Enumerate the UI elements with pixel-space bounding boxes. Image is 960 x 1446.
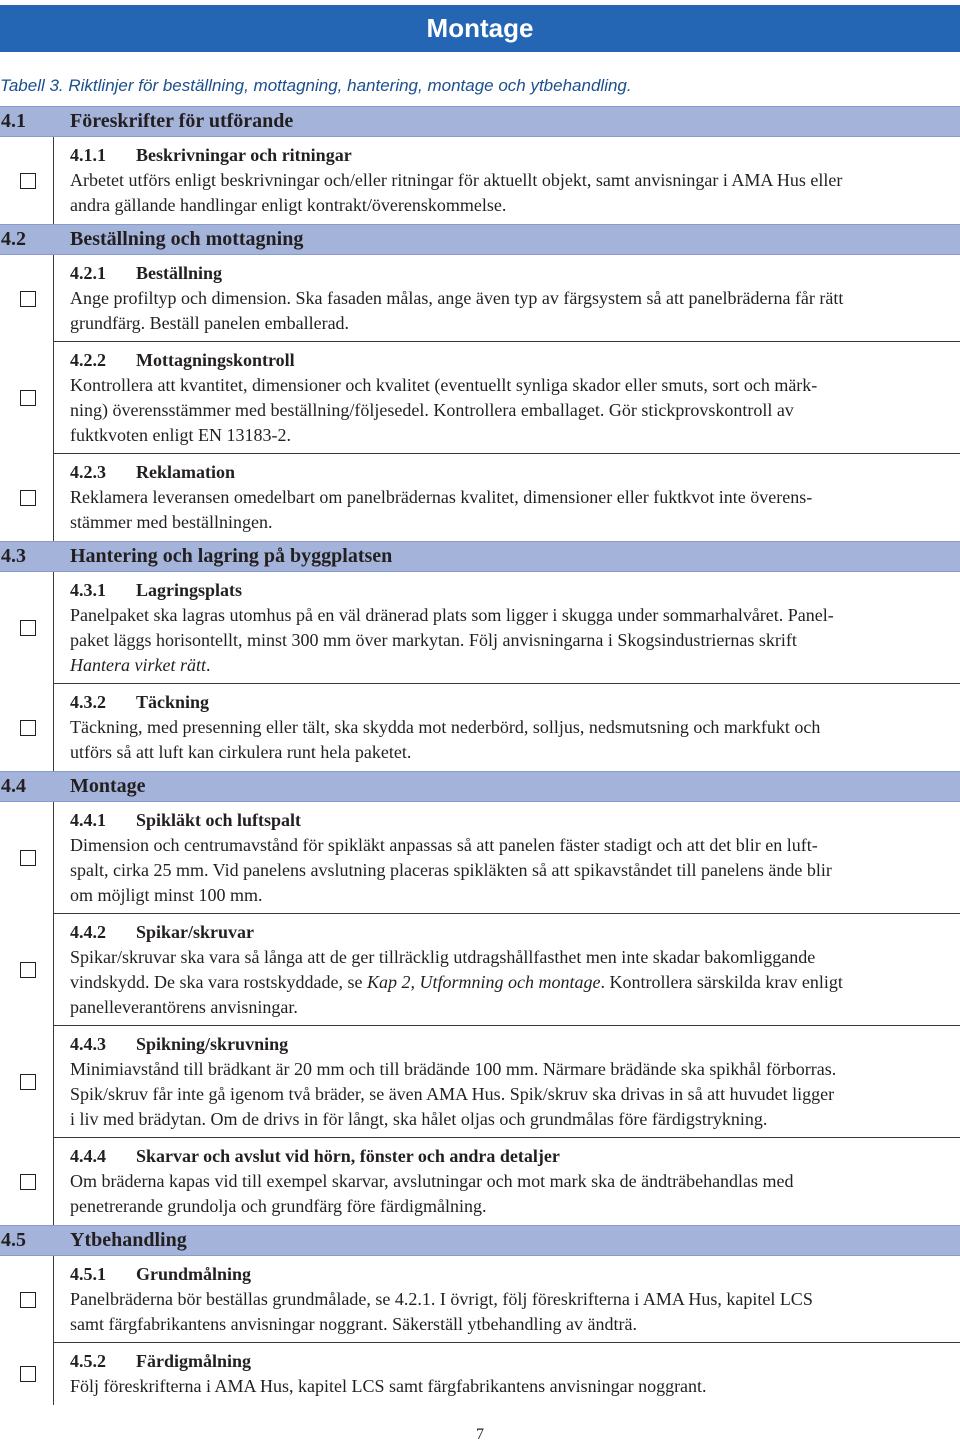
row-content [70,255,956,342]
checklist-row [0,137,960,224]
item-title: Grundmålning [136,1264,252,1284]
text-line: Följ föreskrifterna i AMA Hus, kapitel LCS samt färgfabrikantens anvisningar noggrant. [70,1376,707,1396]
section-number: 4.4 [1,775,26,797]
item-title: Beställning [136,263,223,283]
italic-reference: Hantera virket rätt [70,655,206,675]
text-line: om möjligt minst 100 mm. [70,885,263,905]
item-heading [70,348,956,373]
item-heading [70,143,956,168]
item-heading [70,261,956,286]
checkbox-column [0,914,54,1026]
text-line: Hantera virket rätt. [70,655,211,675]
text-line: Kontrollera att kvantitet, dimensioner och kvalitet (eventuellt synliga skador eller smuts, sort och märk- [70,375,818,395]
text-line: stämmer med beställningen. [70,512,273,532]
text-line: samt färgfabrikantens anvisningar noggrant. Säkerställ ytbehandling av ändträ. [70,1314,637,1334]
text-line: Panelbräderna bör beställas grundmålade, se 4.2.1. I övrigt, följ föreskrifterna i AMA Hus, kapitel LCS [70,1289,813,1309]
checkbox[interactable] [20,490,36,506]
text-line: paket läggs horisontellt, minst 300 mm över markytan. Följ anvisningarna i Skogsindustriernas skrift [70,630,797,650]
item-number: 4.4.4 [70,1146,106,1166]
item-title: Beskrivningar och ritningar [136,145,352,165]
row-content [70,1256,956,1343]
checkbox-column [0,255,54,342]
item-text [70,1057,956,1132]
checkbox-column [0,1026,54,1138]
checkbox-column [0,684,54,771]
checkbox[interactable] [20,1074,36,1090]
checkbox[interactable] [20,1292,36,1308]
item-number: 4.3.1 [70,580,106,600]
row-content [70,914,956,1026]
page-banner: Montage [0,5,960,52]
item-title: Lagringsplats [136,580,243,600]
guidelines-table [0,106,960,1405]
checkbox[interactable] [20,390,36,406]
row-content [70,342,956,454]
item-number: 4.2.2 [70,350,106,370]
text-line: grundfärg. Beställ panelen emballerad. [70,313,350,333]
checklist-row [0,802,960,914]
text-line: spalt, cirka 25 mm. Vid panelens avslutning placeras spikläkten så att spikavståndet till panelens ände blir [70,860,832,880]
text-line: Spikar/skruvar ska vara så långa att de ger tillräcklig utdragshållfasthet men inte skadar bakomliggande [70,947,816,967]
row-content [70,1138,956,1225]
section-title: Föreskrifter för utförande [70,110,294,132]
item-number: 4.2.3 [70,462,106,482]
item-title: Reklamation [136,462,235,482]
table-caption: Tabell 3. Riktlinjer för beställning, mottagning, hantering, montage och ytbehandling. [0,76,632,95]
text-line: penetrerande grundolja och grundfärg före färdigmålning. [70,1196,487,1216]
checkbox[interactable] [20,1366,36,1382]
item-title: Spikning/skruvning [136,1034,289,1054]
row-content [70,802,956,914]
item-text [70,485,956,535]
item-heading [70,1262,956,1287]
section-number: 4.3 [1,545,26,567]
item-text [70,1374,956,1399]
item-text [70,945,956,1020]
text-line: Arbetet utförs enligt beskrivningar och/eller ritningar för aktuellt objekt, samt anvisningar i AMA Hus eller [70,170,843,190]
row-content [70,572,956,684]
checkbox-column [0,1138,54,1225]
checkbox[interactable] [20,1174,36,1190]
item-text [70,715,956,765]
checkbox-column [0,802,54,914]
checkbox[interactable] [20,620,36,636]
item-title: Mottagningskontroll [136,350,295,370]
row-content [70,454,956,541]
item-heading [70,578,956,603]
section-number: 4.2 [1,228,26,250]
checkbox[interactable] [20,291,36,307]
checklist-row [0,572,960,684]
section-header [0,224,960,255]
item-heading [70,690,956,715]
checklist-row [0,454,960,541]
row-content [70,1343,956,1405]
text-line: panelleverantörens anvisningar. [70,997,298,1017]
row-content [70,137,956,224]
section-header [0,541,960,572]
item-title: Skarvar och avslut vid hörn, fönster och andra detaljer [136,1146,560,1166]
checklist-row [0,1138,960,1225]
section-header [0,1225,960,1256]
italic-reference: Kap 2, Utformning och montage [366,972,601,992]
text-line: andra gällande handlingar enligt kontrakt/överenskommelse. [70,195,507,215]
section-number: 4.1 [1,110,26,132]
checkbox-column [0,572,54,684]
checkbox-column [0,454,54,541]
section-title: Ytbehandling [70,1229,187,1251]
text-line: Minimiavstånd till brädkant är 20 mm och till brädände 100 mm. Närmare brädände ska spikhål förborras. [70,1059,837,1079]
checkbox[interactable] [20,173,36,189]
checklist-row [0,255,960,342]
item-text [70,1287,956,1337]
checkbox[interactable] [20,850,36,866]
item-heading [70,1349,956,1374]
checkbox[interactable] [20,962,36,978]
text-line: Om bräderna kapas vid till exempel skarvar, avslutningar och mot mark ska de ändträbehandlas med [70,1171,794,1191]
item-title: Spikar/skruvar [136,922,255,942]
item-number: 4.1.1 [70,145,106,165]
text-line: Spik/skruv får inte gå igenom två bräder, se även AMA Hus. Spik/skruv ska drivas in så att huvudet ligger [70,1084,835,1104]
checklist-row [0,1256,960,1343]
item-heading [70,920,956,945]
item-text [70,373,956,448]
text-line: Ange profiltyp och dimension. Ska fasaden målas, ange även typ av färgsystem så att panelbräderna får rätt [70,288,844,308]
section-header [0,106,960,137]
text-line: vindskydd. De ska vara rostskyddade, se Kap 2, Utformning och montage. Kontrollera särskilda krav enligt [70,972,843,992]
text-line: ning) överensstämmer med beställning/följesedel. Kontrollera emballaget. Gör stickprovskontroll av [70,400,794,420]
item-text [70,168,956,218]
checklist-row [0,342,960,454]
text-line: Reklamera leveransen omedelbart om panelbrädernas kvalitet, dimensioner eller fuktkvot inte överens- [70,487,813,507]
item-number: 4.3.2 [70,692,106,712]
row-content [70,1026,956,1138]
item-number: 4.4.1 [70,810,106,830]
item-number: 4.4.3 [70,1034,106,1054]
section-header [0,771,960,802]
item-heading [70,460,956,485]
text-line: utförs så att luft kan cirkulera runt hela paketet. [70,742,412,762]
text-line: i liv med brädytan. Om de drivs in för långt, ska hålet oljas och grundmålas före färdigstrykning. [70,1109,768,1129]
section-title: Hantering och lagring på byggplatsen [70,545,393,567]
checkbox-column [0,137,54,224]
item-text [70,603,956,678]
checkbox-column [0,1343,54,1405]
item-number: 4.2.1 [70,263,106,283]
item-title: Täckning [136,692,210,712]
checkbox[interactable] [20,720,36,736]
checkbox-column [0,342,54,454]
section-title: Montage [70,775,146,797]
item-text [70,286,956,336]
item-title: Färdigmålning [136,1351,252,1371]
page-number: 7 [476,1426,484,1443]
item-heading [70,1144,956,1169]
item-number: 4.5.1 [70,1264,106,1284]
row-content [70,684,956,771]
item-text [70,1169,956,1219]
checklist-row [0,1026,960,1138]
checkbox-column [0,1256,54,1343]
item-text [70,833,956,908]
text-line: Täckning, med presenning eller tält, ska skydda mot nederbörd, solljus, nedsmutsning och markfukt och [70,717,821,737]
checklist-row [0,684,960,771]
checklist-row [0,1343,960,1405]
checklist-row [0,914,960,1026]
text-line: fuktkvoten enligt EN 13183-2. [70,425,291,445]
text-line: Panelpaket ska lagras utomhus på en väl dränerad plats som ligger i skugga under sommarhalvåret. Panel- [70,605,834,625]
item-number: 4.5.2 [70,1351,106,1371]
item-title: Spikläkt och luftspalt [136,810,302,830]
section-title: Beställning och mottagning [70,228,304,250]
item-heading [70,808,956,833]
item-number: 4.4.2 [70,922,106,942]
section-number: 4.5 [1,1229,26,1251]
item-heading [70,1032,956,1057]
text-line: Dimension och centrumavstånd för spikläkt anpassas så att panelen fäster stadigt och att det blir en luft- [70,835,818,855]
